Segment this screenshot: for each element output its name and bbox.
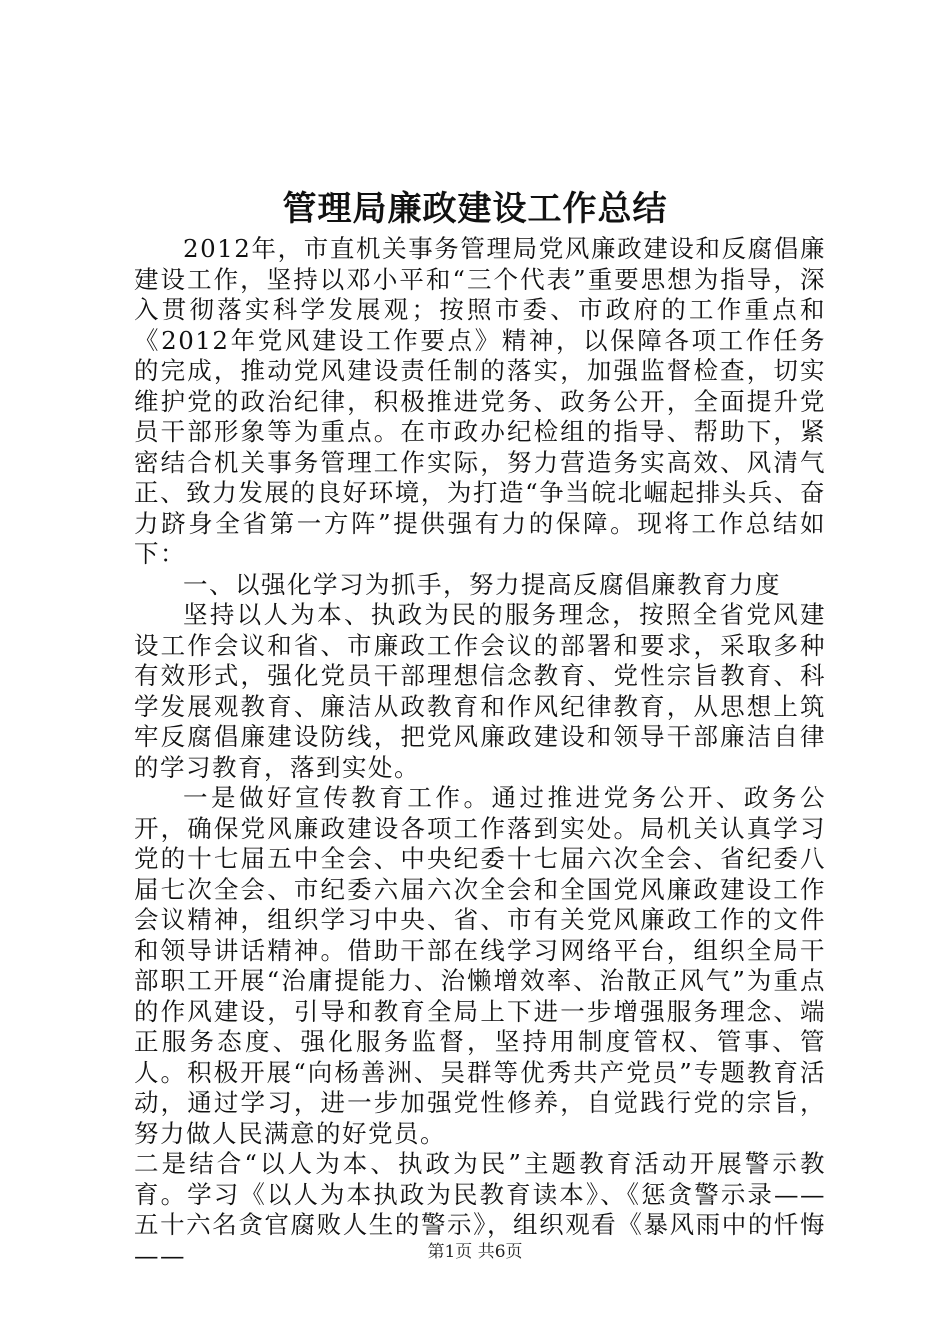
item-2-paragraph: 二是结合“以人为本、执政为民”主题教育活动开展警示教育。学习《以人为本执政为民教育读本》、《惩贪警示录——五十六名贪官腐败人生的警示》，组织观看《暴风雨中的忏悔—— [134,1149,826,1270]
page-number: 第1页 共6页 [427,1242,523,1262]
document-title: 管理局廉政建设工作总结 [282,189,668,229]
intro-paragraph: 2012年，市直机关事务管理局党风廉政建设和反腐倡廉建设工作，坚持以邓小平和“三个代表”重要思想为指导，深入贯彻落实科学发展观；按照市委、市政府的工作重点和《2012年党风建设工作要点》精神，以保障各项工作任务的完成，推动党风建设责任制的落实，加强监督检查，切实维护党的政治纪律，积极推进党务、政务公开，全面提升党员干部形象等为重点。在市政办纪检组的指导、帮助下，紧密结合机关事务管理工作实际，努力营造务实高效、风清气正、致力发展的良好环境，为打造“争当皖北崛起排头兵、奋力跻身全省第一方阵”提供强有力的保障。现将工作总结如下： [134,234,826,568]
section-1-paragraph: 坚持以人为本、执政为民的服务理念，按照全省党风建设工作会议和省、市廉政工作会议的部署和要求，采取多种有效形式，强化党员干部理想信念教育、党性宗旨教育、科学发展观教育、廉洁从政教育和作风纪律教育，从思想上筑牢反腐倡廉建设防线，把党风廉政建设和领导干部廉洁自律的学习教育，落到实处。 [134,600,826,782]
item-1-paragraph: 一是做好宣传教育工作。通过推进党务公开、政务公开，确保党风廉政建设各项工作落到实处。局机关认真学习党的十七届五中全会、中央纪委十七届六次全会、省纪委八届七次全会、市纪委六届六次全会和全国党风廉政建设工作会议精神，组织学习中央、省、市有关党风廉政工作的文件和领导讲话精神。借助干部在线学习网络平台，组织全局干部职工开展“治庸提能力、治懒增效率、治散正风气”为重点的作风建设，引导和教育全局上下进一步增强服务理念、端正服务态度、强化服务监督，坚持用制度管权、管事、管人。积极开展“向杨善洲、吴群等优秀共产党员”专题教育活动，通过学习，进一步加强党性修养，自觉践行党的宗旨，努力做人民满意的好党员。 [134,783,826,1148]
section-heading-1: 一、以强化学习为抓手，努力提高反腐倡廉教育力度 [183,569,781,599]
document-body [134,234,826,1271]
